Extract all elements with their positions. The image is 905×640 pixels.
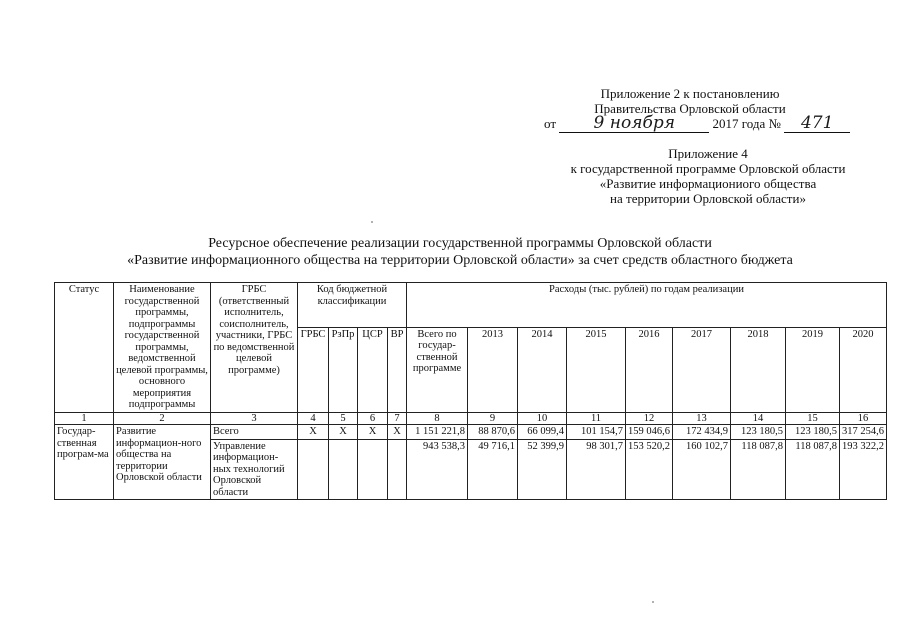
handwritten-number: 471 [800,113,834,133]
program-line-1: Приложение 4 [668,146,748,161]
header-year: 2016 [626,327,673,412]
row-code: X [298,425,329,440]
column-number: 5 [329,412,358,425]
header-code-grbs: ГРБС [298,327,329,412]
row-year-value: 160 102,7 [673,439,731,500]
appendix-header [560,86,820,116]
handwritten-date: 9 ноября [593,113,675,133]
row-total: 943 538,3 [407,439,468,500]
column-number: 3 [211,412,298,425]
row-year-value: 193 322,2 [840,439,887,500]
row-year-value: 49 716,1 [468,439,518,500]
column-number: 2 [114,412,211,425]
header-code-vr: ВР [388,327,407,412]
header-budget-code: Код бюджетной классификации [298,283,407,328]
column-number: 8 [407,412,468,425]
header-year: 2019 [786,327,840,412]
column-number: 12 [626,412,673,425]
handwritten-date-field [559,113,709,133]
row-year-value: 123 180,5 [731,425,786,440]
column-number: 7 [388,412,407,425]
row-program-name: Развитие информацион-ного общества на территории Орловской области [114,425,211,500]
row-total: 1 151 221,8 [407,425,468,440]
header-year: 2013 [468,327,518,412]
title-line-2: «Развитие информационного общества на территории Орловской области» за счет средств областного бюджета [127,253,793,268]
header-expenses: Расходы (тыс. рублей) по годам реализации [407,283,887,328]
row-year-value: 52 399,9 [518,439,567,500]
column-number: 6 [358,412,388,425]
row-code [388,439,407,500]
row-code [298,439,329,500]
column-number: 15 [786,412,840,425]
row-status: Государ-ственная програм-ма [55,425,114,500]
row-grbs: Управление информацион-ных технологий Орловской области [211,439,298,500]
row-code [329,439,358,500]
row-year-value: 159 046,6 [626,425,673,440]
row-code: X [358,425,388,440]
header-grbs: ГРБС (ответственный исполнитель, соисполнитель, участники, ГРБС по ведомственной целевой программе) [211,283,298,413]
row-year-value: 101 154,7 [567,425,626,440]
row-year-value: 317 254,6 [840,425,887,440]
header-year: 2017 [673,327,731,412]
resource-table [54,282,887,500]
scan-speck [371,221,373,223]
column-number: 13 [673,412,731,425]
column-number: 9 [468,412,518,425]
appendix-line-1: Приложение 2 к постановлению [600,86,780,101]
document-title [40,235,880,269]
column-number: 16 [840,412,887,425]
row-year-value: 66 099,4 [518,425,567,440]
header-status: Статус [55,283,114,413]
header-year: 2018 [731,327,786,412]
order-date-line [544,113,850,133]
row-year-value: 153 520,2 [626,439,673,500]
column-number: 1 [55,412,114,425]
header-row-1 [55,283,887,328]
title-line-1: Ресурсное обеспечение реализации государственной программы Орловской области [208,236,712,251]
program-header [538,146,878,206]
row-year-value: 123 180,5 [786,425,840,440]
table-row [55,425,887,440]
year-text: 2017 года № [712,116,781,131]
column-number: 4 [298,412,329,425]
handwritten-number-field [784,113,850,133]
program-line-2: к государственной программе Орловской области [570,161,846,176]
header-year: 2014 [518,327,567,412]
column-number-row [55,412,887,425]
row-code [358,439,388,500]
header-total: Всего по государ-ственной программе [407,327,468,412]
scan-speck [652,601,654,603]
row-year-value: 118 087,8 [731,439,786,500]
header-name: Наименование государственной программы, подпрограммы государственной программы, ведомственной целевой программы, основного мероприятия подпрограммы [114,283,211,413]
header-code-rzpr: РзПр [329,327,358,412]
date-prefix: от [544,116,557,131]
program-line-4: на территории Орловской области» [610,191,806,206]
header-year: 2020 [840,327,887,412]
column-number: 11 [567,412,626,425]
column-number: 14 [731,412,786,425]
row-year-value: 172 434,9 [673,425,731,440]
program-line-3: «Развитие информациониого общества [599,176,817,191]
appendix-line-2: Правительства Орловской области [594,101,786,116]
row-code: X [388,425,407,440]
header-year: 2015 [567,327,626,412]
header-code-csr: ЦСР [358,327,388,412]
row-year-value: 88 870,6 [468,425,518,440]
row-year-value: 118 087,8 [786,439,840,500]
column-number: 10 [518,412,567,425]
row-grbs: Всего [211,425,298,440]
row-year-value: 98 301,7 [567,439,626,500]
row-code: X [329,425,358,440]
